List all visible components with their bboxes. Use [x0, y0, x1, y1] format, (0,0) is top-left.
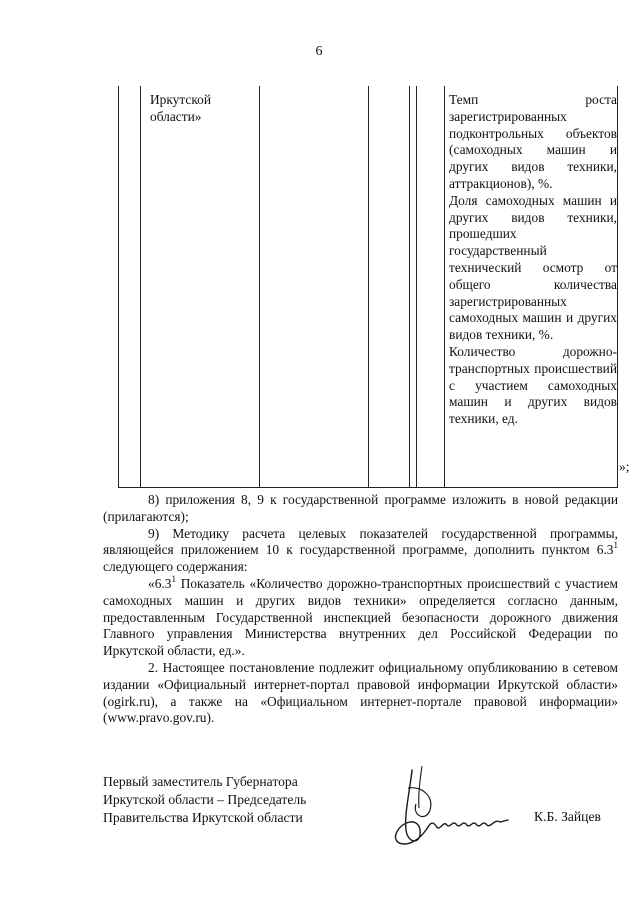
signatory-name: К.Б. Зайцев: [534, 809, 601, 824]
page-number: 6: [315, 44, 323, 59]
table-column-divider: [368, 86, 369, 488]
indicators-table: [118, 86, 618, 488]
indicator-accidents-count: Количество дорожно-транспортных происшествий с участием самоходных машин и других видов техники, ед.: [449, 343, 617, 427]
indicator-inspection-share: Доля самоходных машин и других видов техники, прошедших государственный технический осмотр от общего количества зарегистрированных самоходных машин и других видов техники, %.: [449, 192, 617, 343]
paragraph-9: 9) Методику расчета целевых показателей государственной программы, являющейся приложением 10 к государственной программе, дополнить пунктом $6.3^1$ следующего содержания:: [103, 525, 618, 575]
table-cell-indicators: [449, 92, 617, 428]
paragraph-2-publication: 2. Настоящее постановление подлежит официальному опубликованию в сетевом издании «Официальный интернет-портал правовой информации Иркутской области» (ogirk.ru), а также на «Официальном интернет-портале правовой информации» (www.pravo.gov.ru).: [103, 659, 618, 726]
signatory-title: Первый заместитель Губернатора Иркутской области – Председатель Правительства Иркутской области: [103, 774, 307, 826]
paragraph-6-3-1: «$6.3^1$ Показатель «Количество дорожно-транспортных происшествий с участием самоходных машин и других видов техники» определяется согласно данным, предоставленным Государственной инспекцией безопасности дорожного движения Главного управления Министерства внутренних дел Российской Федерации по Иркутской области, ед.».: [103, 573, 618, 659]
table-column-divider: [416, 86, 417, 488]
table-column-divider: [259, 86, 260, 488]
table-column-divider: [444, 86, 445, 488]
indicator-growth-rate: Темп роста зарегистрированных подконтрольных объектов (самоходных машин и других видов техники, аттракционов), %.: [449, 92, 617, 191]
table-cell-region: Иркутской области»: [150, 92, 212, 124]
table-column-divider: [409, 86, 410, 488]
paragraph-8: 8) приложения 8, 9 к государственной программе изложить в новой редакции (прилагаются);: [103, 492, 618, 524]
table-column-divider: [140, 86, 141, 488]
table-closing-quote: »;: [619, 459, 630, 474]
document-body: [103, 492, 618, 727]
handwritten-signature: [382, 760, 522, 860]
